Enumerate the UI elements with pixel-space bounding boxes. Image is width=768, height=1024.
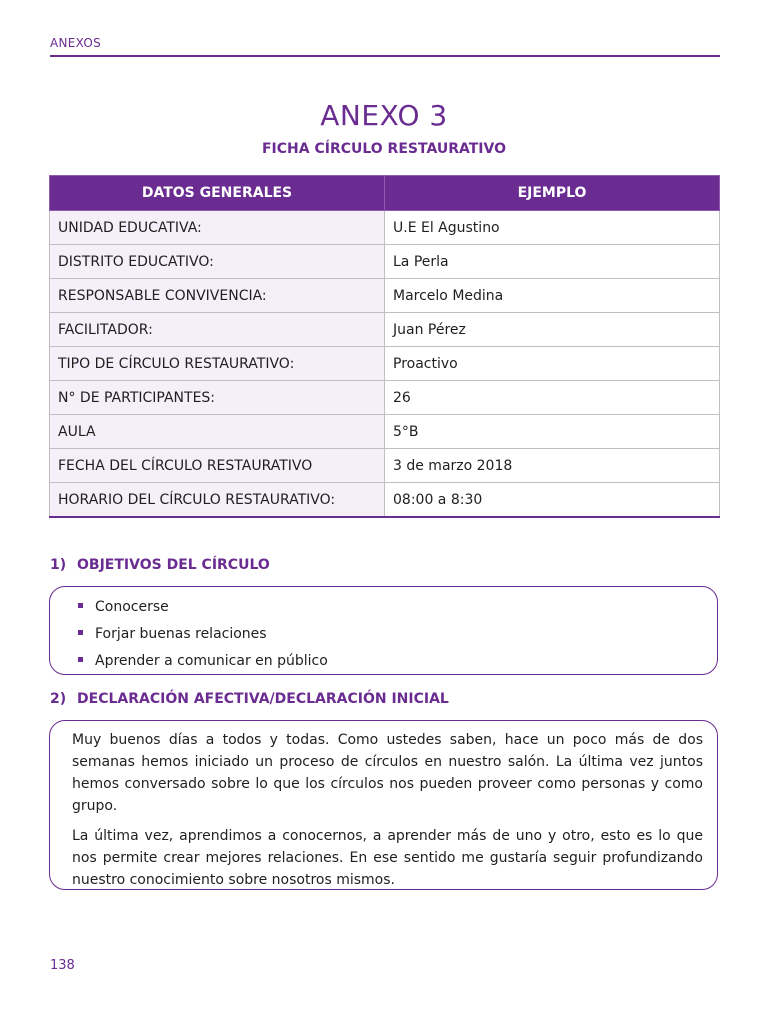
row-value: Proactivo bbox=[385, 347, 720, 381]
square-bullet-icon bbox=[78, 603, 83, 608]
row-value: 5°B bbox=[385, 415, 720, 449]
declaration-box bbox=[49, 720, 718, 890]
list-item-text: Forjar buenas relaciones bbox=[95, 626, 267, 642]
declaration-paragraph: La última vez, aprendimos a conocernos, a aprender más de uno y otro, esto es lo que nos permite crear mejores relaciones. En ese sentido me gustaría seguir profundizando nuestro conocimiento sobre nosotros mismos. bbox=[72, 828, 703, 888]
table-row bbox=[50, 347, 720, 381]
square-bullet-icon bbox=[78, 630, 83, 635]
row-value: La Perla bbox=[385, 245, 720, 279]
objectives-list bbox=[78, 594, 717, 675]
general-data-table bbox=[49, 175, 720, 518]
row-label: AULA bbox=[50, 415, 385, 449]
row-value: Juan Pérez bbox=[385, 313, 720, 347]
table-row bbox=[50, 415, 720, 449]
section-heading-objetivos bbox=[50, 557, 270, 573]
row-label: RESPONSABLE CONVIVENCIA: bbox=[50, 279, 385, 313]
declaration-paragraph: Muy buenos días a todos y todas. Como ustedes saben, hace un poco más de dos semanas hemos iniciado un proceso de círculos en nuestro salón. La última vez juntos hemos conversado sobre lo que los círculos nos pueden proveer como personas y como grupo. bbox=[72, 732, 703, 814]
row-value: U.E El Agustino bbox=[385, 211, 720, 245]
section-heading-declaracion bbox=[50, 691, 449, 707]
table-row bbox=[50, 381, 720, 415]
row-label: N° DE PARTICIPANTES: bbox=[50, 381, 385, 415]
list-item-text: Aprender a comunicar en público bbox=[95, 653, 328, 669]
page-subtitle: FICHA CÍRCULO RESTAURATIVO bbox=[261, 141, 506, 157]
section-number: 2) bbox=[50, 691, 67, 707]
objectives-box bbox=[49, 586, 718, 675]
table-row bbox=[50, 279, 720, 313]
table-row bbox=[50, 245, 720, 279]
list-item bbox=[78, 648, 717, 675]
table-header-row bbox=[50, 176, 720, 211]
table-row bbox=[50, 313, 720, 347]
row-label: UNIDAD EDUCATIVA: bbox=[50, 211, 385, 245]
row-label: TIPO DE CÍRCULO RESTAURATIVO: bbox=[50, 347, 385, 381]
table-row bbox=[50, 483, 720, 518]
row-value: Marcelo Medina bbox=[385, 279, 720, 313]
table-row bbox=[50, 211, 720, 245]
list-item-text: Conocerse bbox=[95, 599, 169, 615]
page-title: ANEXO 3 bbox=[320, 98, 448, 132]
section-title: DECLARACIÓN AFECTIVA/DECLARACIÓN INICIAL bbox=[77, 691, 449, 707]
list-item bbox=[78, 594, 717, 621]
column-header-ejemplo: EJEMPLO bbox=[385, 176, 720, 211]
section-title: OBJETIVOS DEL CÍRCULO bbox=[77, 557, 270, 573]
row-label: FACILITADOR: bbox=[50, 313, 385, 347]
row-value: 3 de marzo 2018 bbox=[385, 449, 720, 483]
row-label: DISTRITO EDUCATIVO: bbox=[50, 245, 385, 279]
list-item bbox=[78, 621, 717, 648]
square-bullet-icon bbox=[78, 657, 83, 662]
section-label: ANEXOS bbox=[50, 36, 102, 50]
row-label: FECHA DEL CÍRCULO RESTAURATIVO bbox=[50, 449, 385, 483]
page-number: 138 bbox=[50, 958, 75, 973]
row-value: 26 bbox=[385, 381, 720, 415]
header-divider bbox=[50, 55, 720, 57]
column-header-datos-generales: DATOS GENERALES bbox=[50, 176, 385, 211]
row-value: 08:00 a 8:30 bbox=[385, 483, 720, 518]
section-number: 1) bbox=[50, 557, 67, 573]
row-label: HORARIO DEL CÍRCULO RESTAURATIVO: bbox=[50, 483, 385, 518]
table-row bbox=[50, 449, 720, 483]
